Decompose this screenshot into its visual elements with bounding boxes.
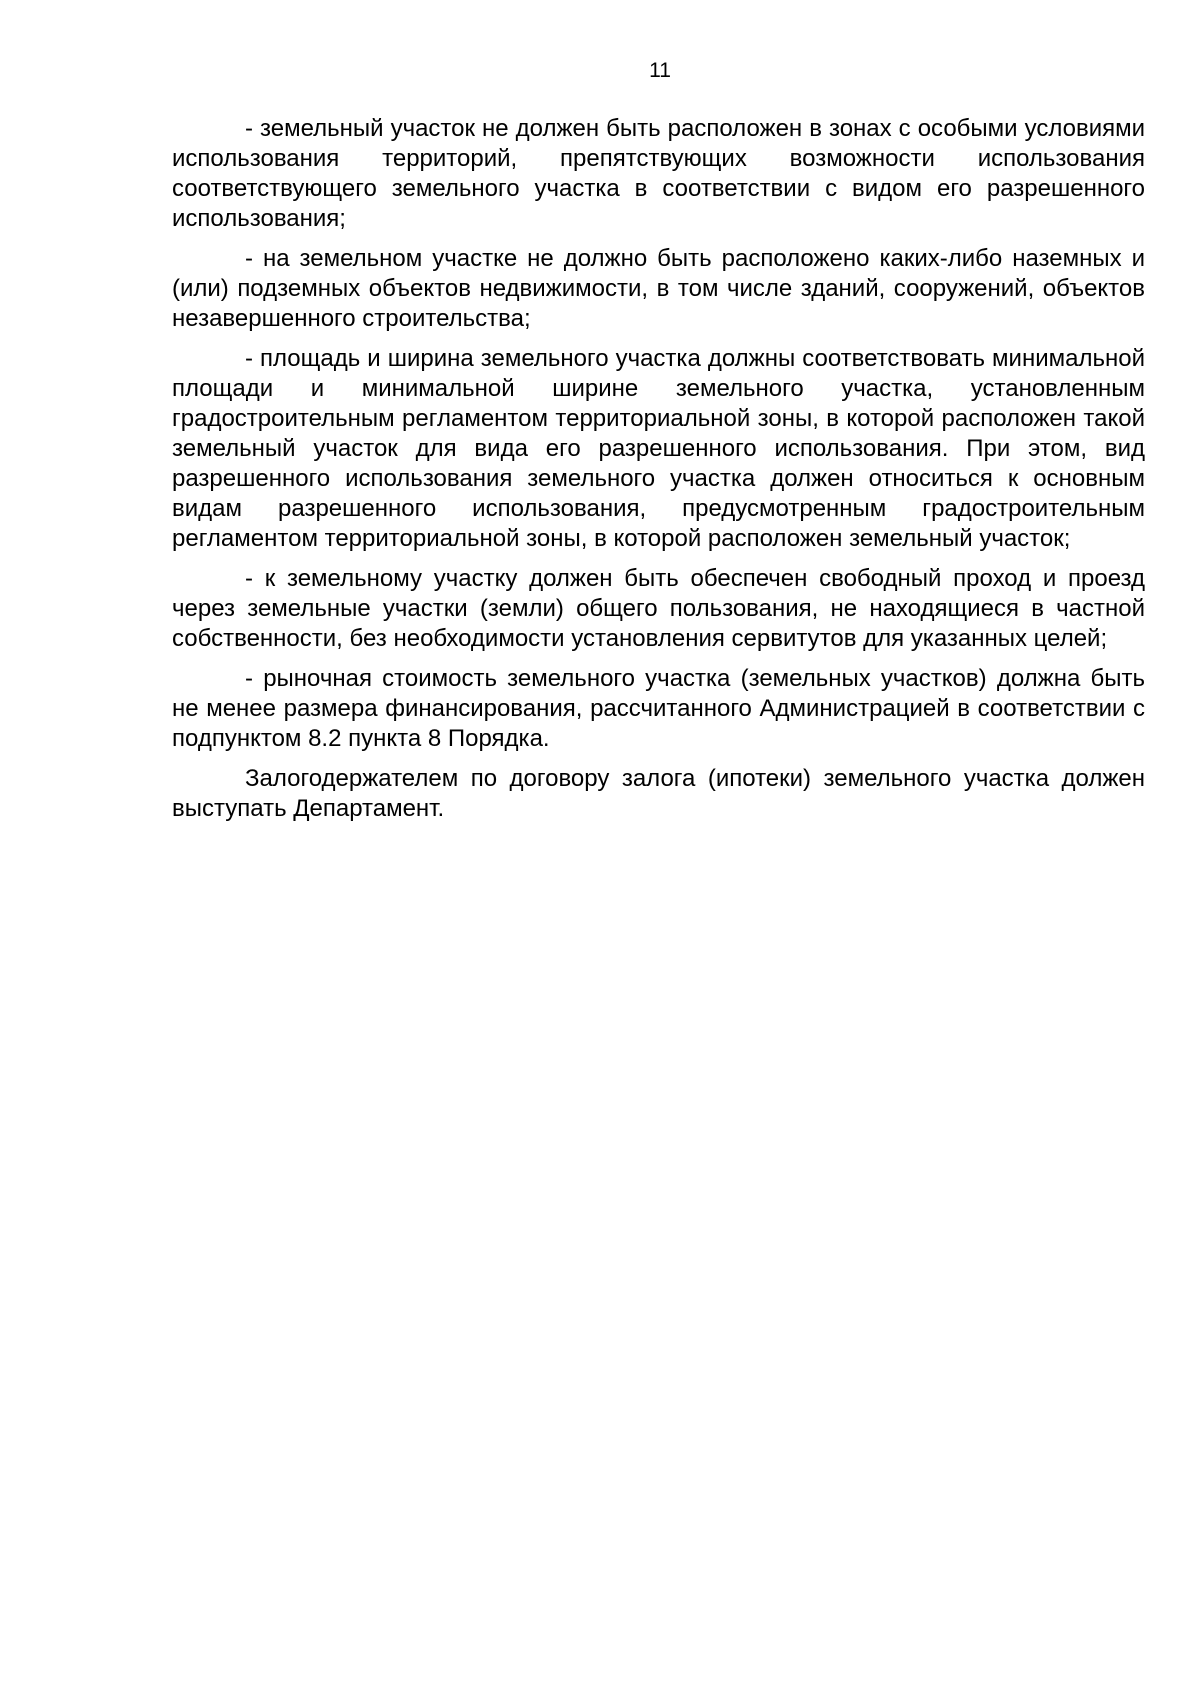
paragraph-area-and-width: - площадь и ширина земельного участка должны соответствовать минимальной площади и минимальной ширине земельного участка, установленным градостроительным регламентом территориальной зоны, в которой расположен такой земельный участок для вида его разрешенного использования. При этом, вид разрешенного использования земельного участка должен относиться к основным видам разрешенного использования, предусмотренным градостроительным регламентом территориальной зоны, в которой расположен земельный участок; [172, 345, 1145, 552]
page-number: 11 [649, 59, 671, 82]
paragraph-land-restrictions: - земельный участок не должен быть расположен в зонах с особыми условиями использования территорий, препятствующих возможности использования соответствующего земельного участка в соответствии с видом его разрешенного использования; [172, 115, 1145, 232]
paragraph-market-value: - рыночная стоимость земельного участка (земельных участков) должна быть не менее размера финансирования, рассчитанного Администрацией в соответствии с подпунктом 8.2 пункта 8 Порядка. [172, 665, 1145, 752]
document-body [172, 114, 1145, 824]
paragraph-no-real-estate-objects: - на земельном участке не должно быть расположено каких-либо наземных и (или) подземных объектов недвижимости, в том числе зданий, сооружений, объектов незавершенного строительства; [172, 245, 1145, 332]
paragraph-free-access: - к земельному участку должен быть обеспечен свободный проход и проезд через земельные участки (земли) общего пользования, не находящиеся в частной собственности, без необходимости установления сервитутов для указанных целей; [172, 565, 1145, 652]
paragraph-pledge-holder: Залогодержателем по договору залога (ипотеки) земельного участка должен выступать Департамент. [172, 765, 1145, 822]
